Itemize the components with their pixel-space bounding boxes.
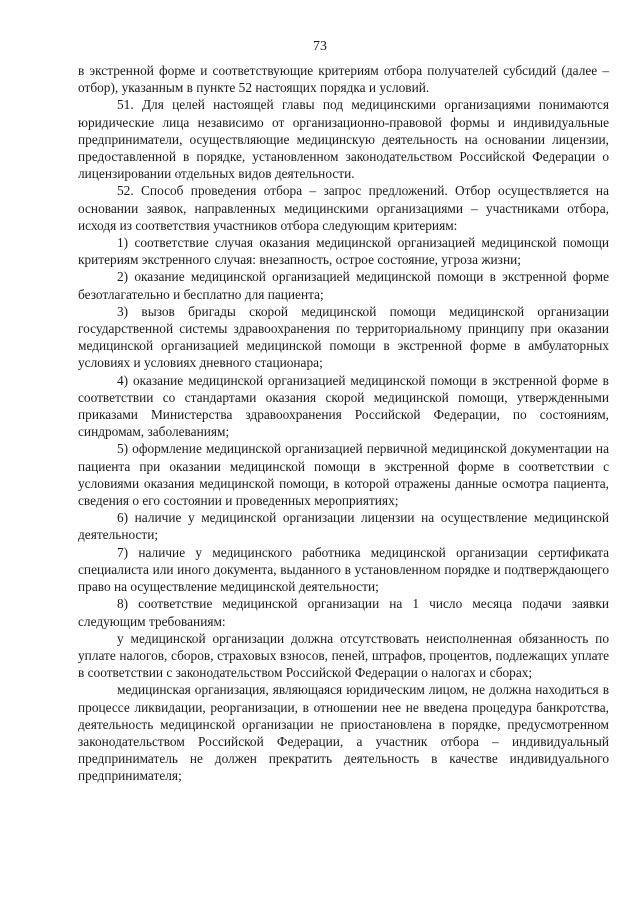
criterion-6: 6) наличие у медицинской организации лицензии на осуществление медицинской деятельности; [78, 510, 609, 543]
criterion-4: 4) оказание медицинской организацией медицинской помощи в экстренной форме в соответствии со стандартами оказания скорой медицинской помощи, утвержденными приказами Министерства здравоохранения Российской Федерации, по состояниям, синдромам, заболеваниям; [78, 372, 609, 440]
page-number: 73 [313, 39, 327, 54]
requirement-tax-obligations: у медицинской организации должна отсутствовать неисполненная обязанность по уплате налогов, сборов, страховых взносов, пеней, штрафов, процентов, подлежащих уплате в соответствии с законодательством Российской Федерации о налогах и сборах; [78, 630, 609, 681]
criterion-3: 3) вызов бригады скорой медицинской помощи медицинской организации государственной системы здравоохранения по территориальному принципу при оказании медицинской организацией медицинской помощи в экстренной форме в амбулаторных условиях и условиях дневного стационара; [78, 303, 609, 371]
document-body [78, 62, 609, 785]
paragraph-clause-52: 52. Способ проведения отбора – запрос предложений. Отбор осуществляется на основании заявок, направленных медицинскими организациями – участниками отбора, исходя из соответствия участников отбора следующим критериям: [78, 183, 609, 233]
criterion-7: 7) наличие у медицинского работника медицинской организации сертификата специалиста или иного документа, выданного в установленном порядке и подтверждающего право на осуществление медицинской деятельности; [78, 544, 609, 595]
criterion-5: 5) оформление медицинской организацией первичной медицинской документации на пациента при оказании медицинской помощи в экстренной форме в соответствии с условиями оказания медицинской помощи, в которой отражены данные осмотра пациента, сведения о его состоянии и проведенных мероприятиях; [78, 441, 609, 509]
criterion-1: 1) соответствие случая оказания медицинской организацией медицинской помощи критериям экстренного случая: внезапность, острое состояние, угроза жизни; [78, 235, 609, 268]
paragraph-clause-51: 51. Для целей настоящей главы под медицинскими организациями понимаются юридические лица независимо от организационно-правовой формы и индивидуальные предприниматели, осуществляющие медицинскую деятельность на основании лицензии, предоставленной в порядке, установленном законодательством Российской Федерации о лицензировании отдельных видов деятельности. [78, 97, 609, 182]
criterion-8: 8) соответствие медицинской организации на 1 число месяца подачи заявки следующим требованиям: [78, 596, 609, 629]
paragraph-continuation: в экстренной форме и соответствующие критериям отбора получателей субсидий (далее – отбор), указанным в пункте 52 настоящих порядка и условий. [78, 63, 609, 96]
requirement-no-liquidation: медицинская организация, являющаяся юридическим лицом, не должна находиться в процессе ликвидации, реорганизации, в отношении нее не введена процедура банкротства, деятельность медицинской организации не приостановлена в порядке, предусмотренном законодательством Российской Федерации, а участник отбора – индивидуальный предприниматель не должен прекратить деятельность в качестве индивидуального предпринимателя; [78, 682, 609, 784]
criterion-2: 2) оказание медицинской организацией медицинской помощи в экстренной форме безотлагательно и бесплатно для пациента; [78, 269, 609, 302]
